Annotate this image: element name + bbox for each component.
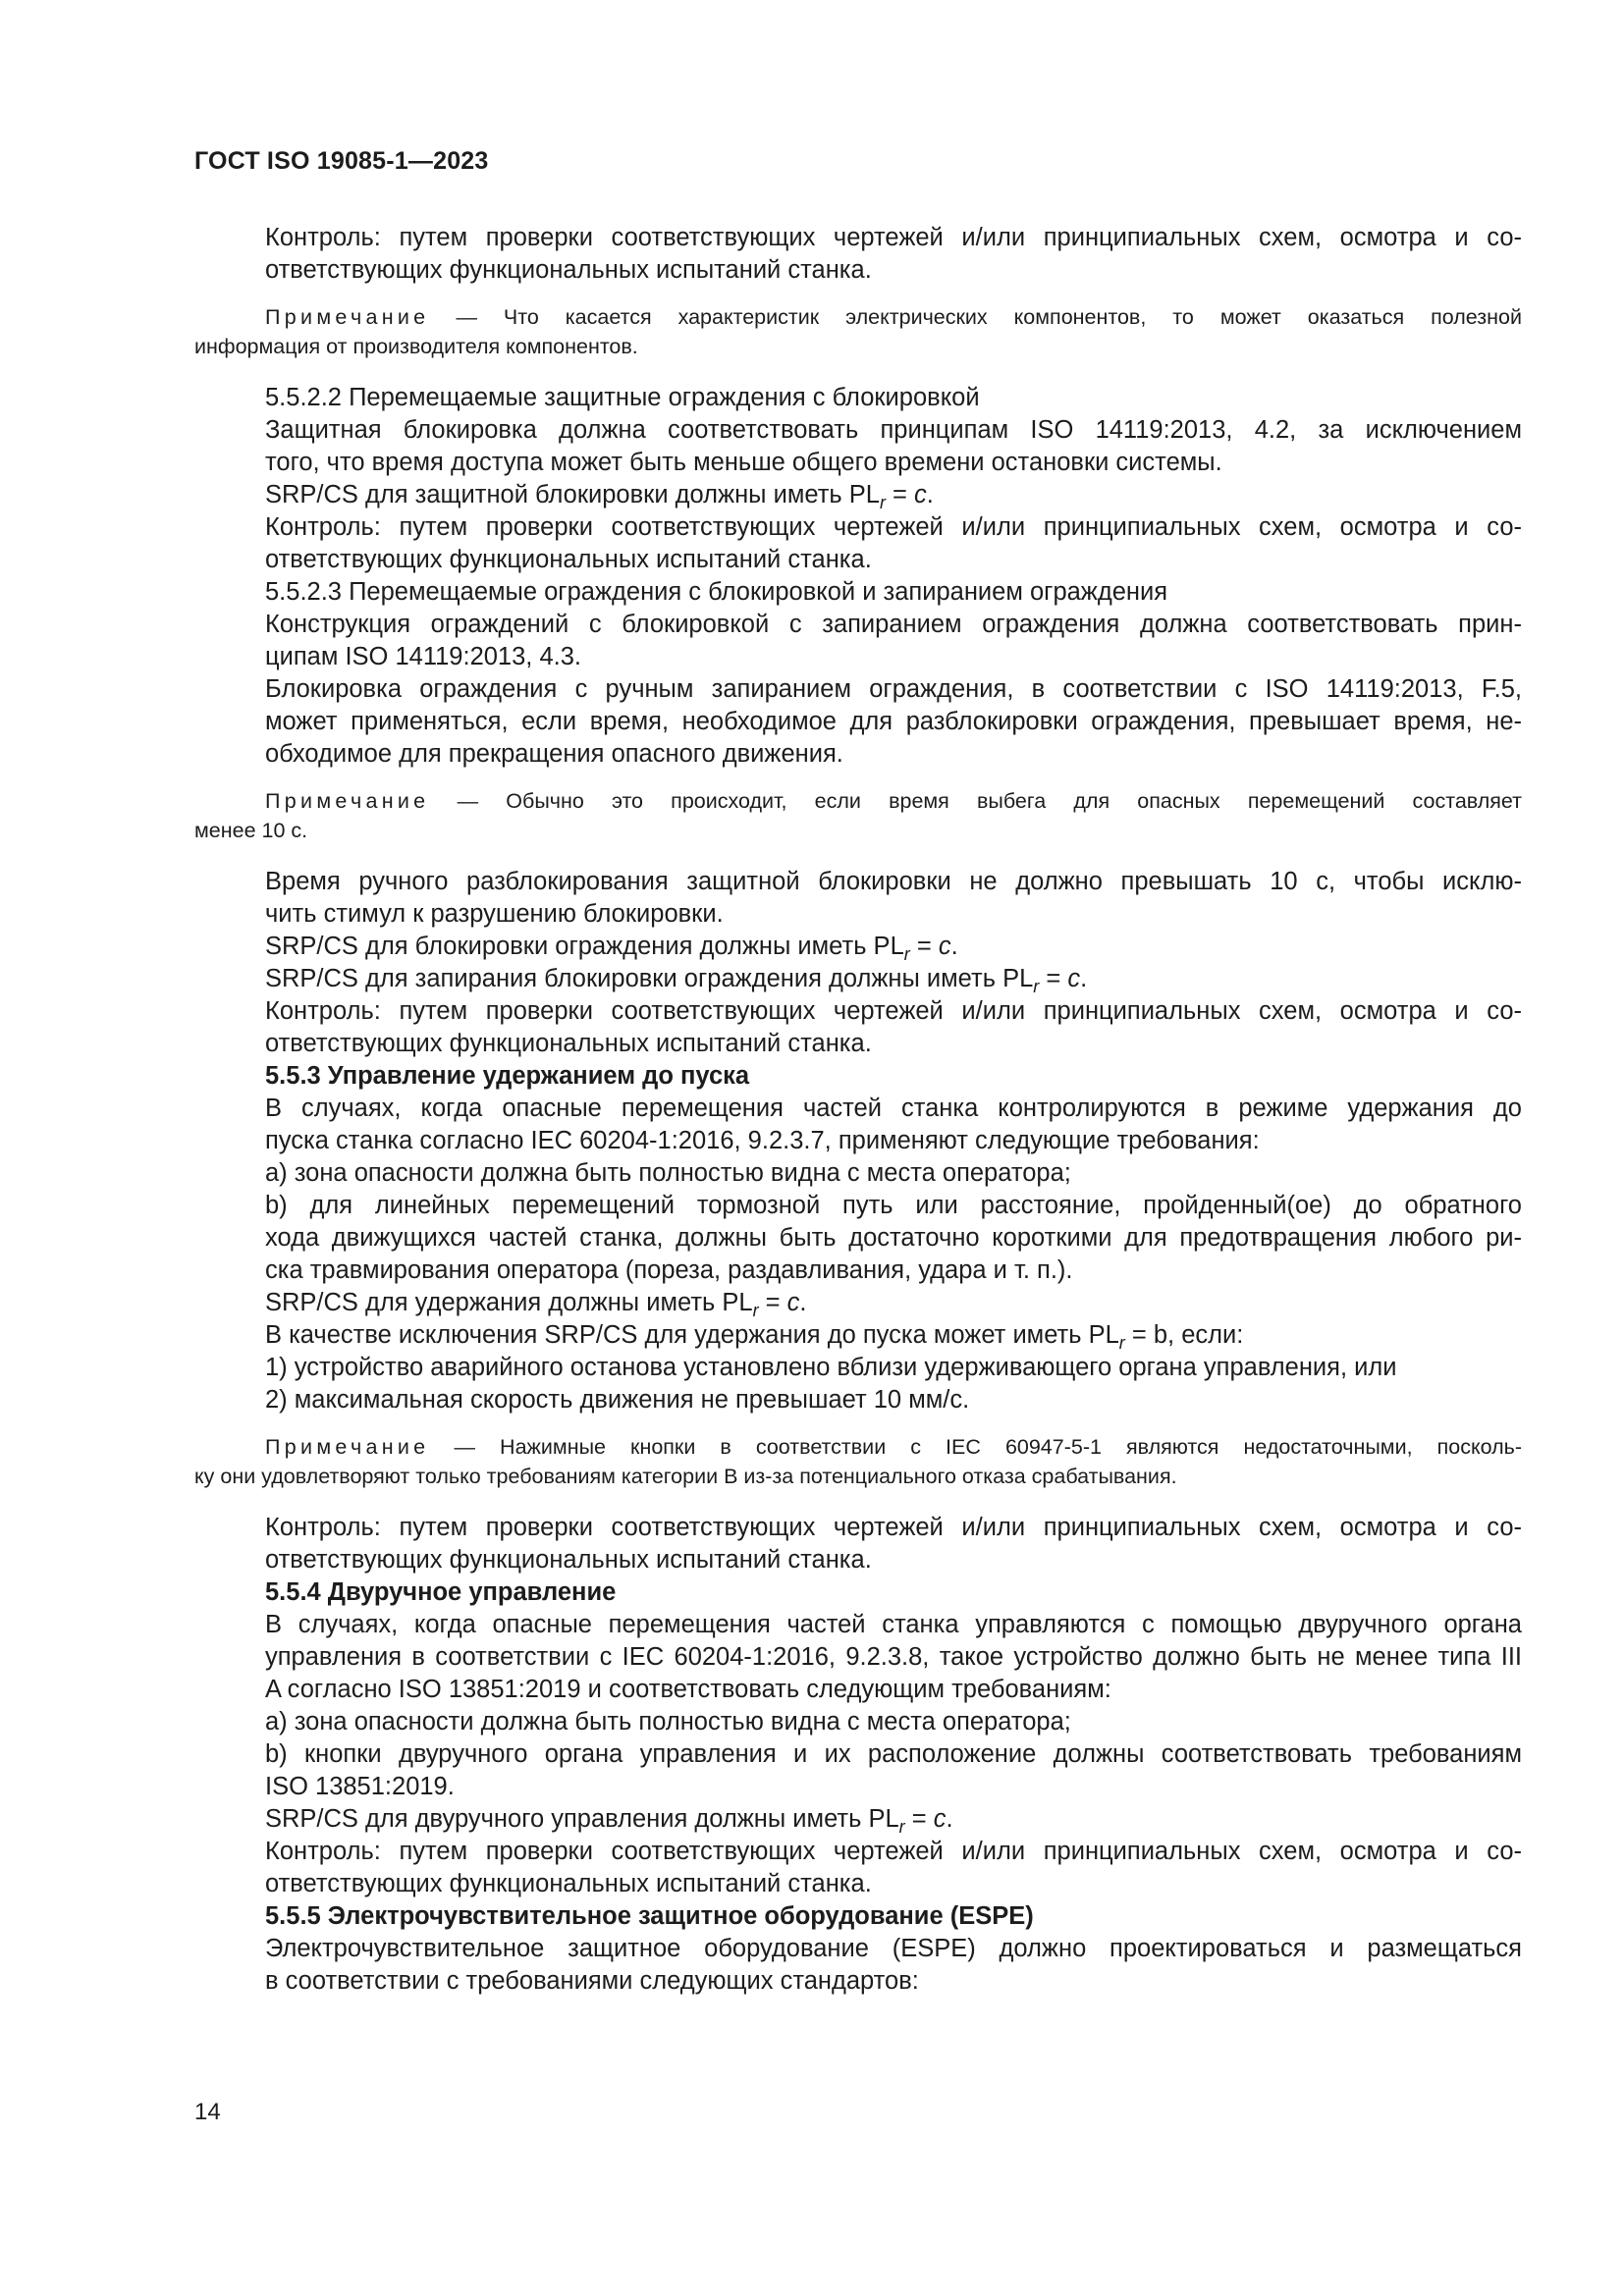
body-paragraph: Контроль: путем проверки соответствующих чертежей и/или принципиальных схем, осмотра и со- bbox=[265, 997, 1522, 1025]
pl-subscript: r bbox=[898, 1817, 905, 1838]
pl-value: c bbox=[914, 481, 927, 508]
equals-sign: = bbox=[1124, 1321, 1154, 1349]
pl-value: c bbox=[1067, 965, 1081, 992]
body-paragraph: ципам ISO 14119:2013, 4.3. bbox=[265, 643, 581, 670]
pl-value: c bbox=[938, 933, 951, 960]
requirement-end: . bbox=[1080, 965, 1088, 992]
body-paragraph: ответствующих функциональных испытаний станка. bbox=[265, 256, 872, 284]
equals-sign: = bbox=[1039, 965, 1068, 992]
note-text: — Что касается характеристик электрических компонентов, то может оказаться полезной bbox=[429, 305, 1522, 329]
body-paragraph: Время ручного разблокирования защитной блокировки не должно превышать 10 с, чтобы исклю- bbox=[265, 868, 1522, 895]
note bbox=[194, 786, 1522, 816]
equals-sign: = bbox=[909, 933, 939, 960]
pl-subscript: r bbox=[1118, 1333, 1125, 1354]
body-paragraph: 5.5.2.2 Перемещаемые защитные ограждения с блокировкой bbox=[265, 384, 980, 411]
document-header: ГОСТ ISO 19085-1—2023 bbox=[194, 147, 489, 175]
body-paragraph: 1) устройство аварийного останова установлено вблизи удерживающего органа управления, или bbox=[265, 1354, 1397, 1381]
body-paragraph: Конструкция ограждений с блокировкой с запиранием ограждения должна соответствовать прин- bbox=[265, 611, 1522, 638]
body-paragraph: хода движущихся частей станка, должны быть достаточно короткими для предотвращения любого ри- bbox=[265, 1224, 1522, 1252]
note-label: Примечание bbox=[265, 789, 430, 813]
body-paragraph: a) зона опасности должна быть полностью видна с места оператора; bbox=[265, 1159, 1071, 1187]
note bbox=[194, 1432, 1522, 1462]
body-paragraph: Блокировка ограждения с ручным запиранием ограждения, в соответствии с ISO 14119:2013, F.5, bbox=[265, 675, 1522, 703]
requirement-line bbox=[194, 479, 1522, 511]
equals-sign: = bbox=[904, 1805, 934, 1833]
requirement-text: SRP/CS для запирания блокировки ограждения должны иметь PL bbox=[265, 965, 1034, 992]
body-paragraph: ответствующих функциональных испытаний станка. bbox=[265, 546, 872, 573]
requirement-line bbox=[194, 1287, 1522, 1319]
body-paragraph: управления в соответствии с IEC 60204-1:2016, 9.2.3.8, такое устройство должно быть не менее типа III bbox=[265, 1643, 1522, 1671]
note-label: Примечание bbox=[265, 1435, 430, 1459]
body-paragraph: чить стимул к разрушению блокировки. bbox=[265, 900, 724, 928]
note-text: — Обычно это происходит, если время выбега для опасных перемещений составляет bbox=[429, 789, 1522, 813]
body-paragraph: обходимое для прекращения опасного движения. bbox=[265, 740, 843, 768]
note-continuation: ку они удовлетворяют только требованиям категории B из-за потенциального отказа срабатывания. bbox=[194, 1465, 1177, 1488]
requirement-line bbox=[194, 1319, 1522, 1352]
requirement-line bbox=[194, 931, 1522, 963]
body-paragraph: пуска станка согласно IEC 60204-1:2016, 9.2.3.7, применяют следующие требования: bbox=[265, 1127, 1260, 1154]
body-paragraph: Контроль: путем проверки соответствующих чертежей и/или принципиальных схем, осмотра и со- bbox=[265, 224, 1522, 251]
requirement-end: . bbox=[946, 1805, 953, 1833]
note-continuation: информация от производителя компонентов. bbox=[194, 335, 638, 358]
body-paragraph: Защитная блокировка должна соответствовать принципам ISO 14119:2013, 4.2, за исключением bbox=[265, 416, 1522, 444]
section-heading: 5.5.5 Электрочувствительное защитное оборудование (ESPE) bbox=[265, 1902, 1034, 1930]
body-paragraph: В случаях, когда опасные перемещения частей станка управляются с помощью двуручного органа bbox=[265, 1611, 1522, 1638]
pl-subscript: r bbox=[1033, 977, 1040, 997]
body-paragraph: Контроль: путем проверки соответствующих чертежей и/или принципиальных схем, осмотра и со- bbox=[265, 1838, 1522, 1865]
body-paragraph: ска травмирования оператора (пореза, раздавливания, удара и т. п.). bbox=[265, 1256, 1073, 1284]
page-number: 14 bbox=[194, 2099, 221, 2125]
body-paragraph: Контроль: путем проверки соответствующих чертежей и/или принципиальных схем, осмотра и со- bbox=[265, 1514, 1522, 1541]
equals-sign: = bbox=[885, 481, 914, 508]
pl-value: c bbox=[786, 1289, 800, 1316]
body-paragraph: в соответствии с требованиями следующих стандартов: bbox=[265, 1967, 919, 1995]
body-paragraph: Контроль: путем проверки соответствующих чертежей и/или принципиальных схем, осмотра и со- bbox=[265, 513, 1522, 541]
section-heading: 5.5.3 Управление удержанием до пуска bbox=[265, 1062, 750, 1090]
body-paragraph: того, что время доступа может быть меньше общего времени остановки системы. bbox=[265, 449, 1222, 476]
body-paragraph: В случаях, когда опасные перемещения частей станка контролируются в режиме удержания до bbox=[265, 1095, 1522, 1122]
requirement-text: В качестве исключения SRP/CS для удержания до пуска может иметь PL bbox=[265, 1321, 1119, 1349]
requirement-end: . bbox=[799, 1289, 807, 1316]
body-paragraph: может применяться, если время, необходимое для разблокировки ограждения, превышает время, не- bbox=[265, 708, 1522, 735]
body-paragraph: ответствующих функциональных испытаний станка. bbox=[265, 1546, 872, 1574]
requirement-line bbox=[194, 963, 1522, 995]
note-text: — Нажимные кнопки в соответствии с IEC 60947-5-1 являются недостаточными, посколь- bbox=[429, 1435, 1522, 1459]
pl-subscript: r bbox=[879, 493, 886, 513]
body-paragraph: b) кнопки двуручного органа управления и их расположение должны соответствовать требованиям bbox=[265, 1740, 1522, 1768]
section-heading: 5.5.4 Двуручное управление bbox=[265, 1578, 617, 1606]
requirement-text: SRP/CS для удержания должны иметь PL bbox=[265, 1289, 753, 1316]
note-label: Примечание bbox=[265, 305, 430, 329]
requirement-text: SRP/CS для двуручного управления должны иметь PL bbox=[265, 1805, 899, 1833]
body-paragraph: ответствующих функциональных испытаний станка. bbox=[265, 1030, 872, 1057]
body-paragraph: 2) максимальная скорость движения не превышает 10 мм/с. bbox=[265, 1386, 970, 1414]
pl-subscript: r bbox=[903, 944, 910, 965]
document-body bbox=[194, 222, 1522, 1998]
requirement-text: SRP/CS для защитной блокировки должны иметь PL bbox=[265, 481, 880, 508]
body-paragraph: ответствующих функциональных испытаний станка. bbox=[265, 1870, 872, 1897]
requirement-end: b, если: bbox=[1153, 1321, 1244, 1349]
equals-sign: = bbox=[758, 1289, 787, 1316]
requirement-end: . bbox=[950, 933, 958, 960]
requirement-text: SRP/CS для блокировки ограждения должны иметь PL bbox=[265, 933, 904, 960]
body-paragraph: Электрочувствительное защитное оборудование (ESPE) должно проектироваться и размещаться bbox=[265, 1935, 1522, 1962]
requirement-line bbox=[194, 1803, 1522, 1836]
pl-value: c bbox=[933, 1805, 947, 1833]
body-paragraph: A согласно ISO 13851:2019 и соответствовать следующим требованиям: bbox=[265, 1676, 1111, 1703]
pl-subscript: r bbox=[752, 1301, 759, 1321]
note bbox=[194, 302, 1522, 332]
body-paragraph: ISO 13851:2019. bbox=[265, 1773, 455, 1800]
note-continuation: менее 10 с. bbox=[194, 819, 308, 842]
body-paragraph: 5.5.2.3 Перемещаемые ограждения с блокировкой и запиранием ограждения bbox=[265, 578, 1168, 606]
requirement-end: . bbox=[926, 481, 934, 508]
body-paragraph: b) для линейных перемещений тормозной путь или расстояние, пройденный(ое) до обратного bbox=[265, 1192, 1522, 1219]
body-paragraph: a) зона опасности должна быть полностью видна с места оператора; bbox=[265, 1708, 1071, 1735]
